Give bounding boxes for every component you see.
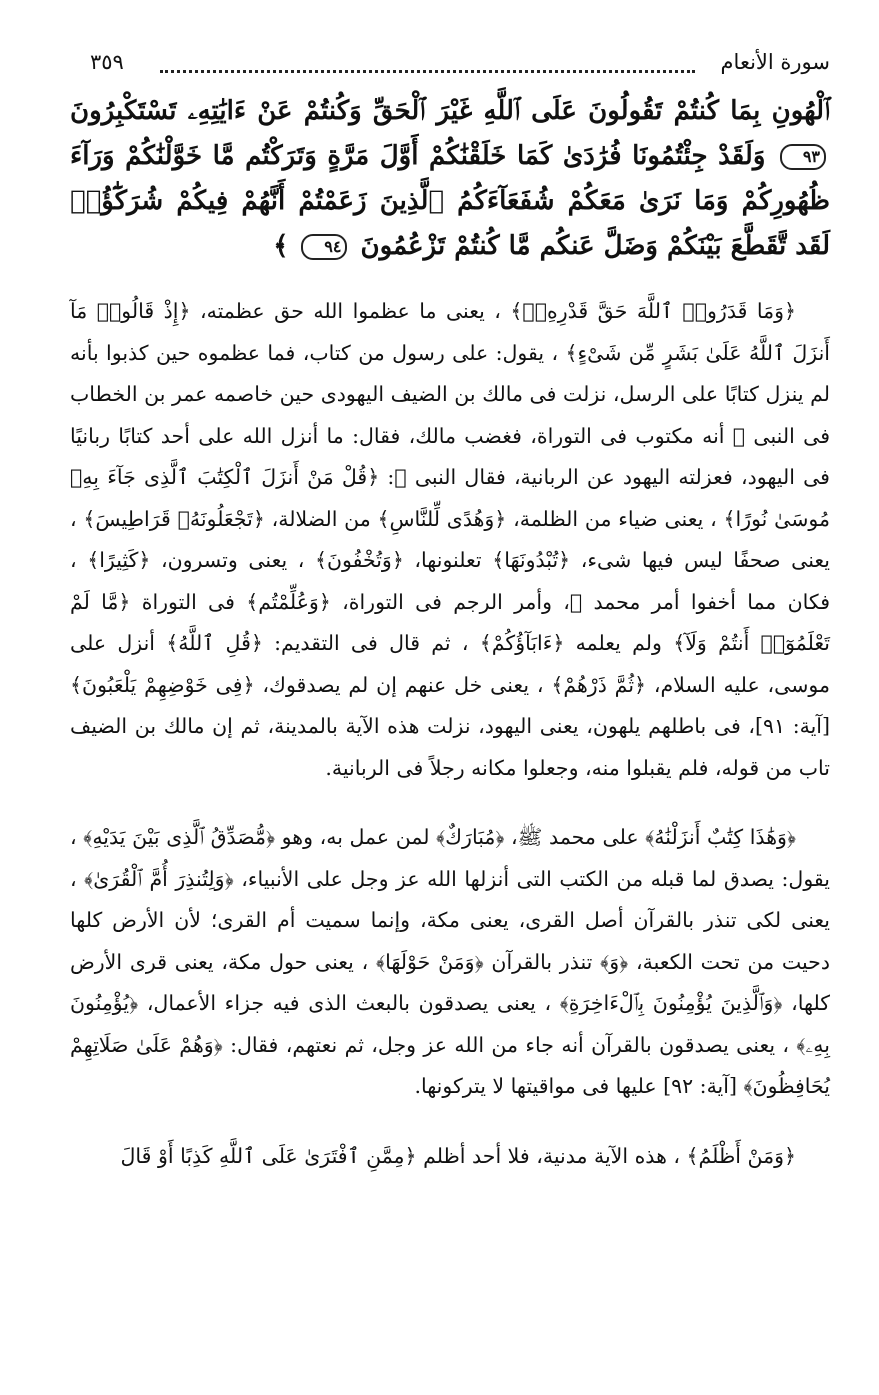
header-dotted-leader bbox=[160, 52, 695, 73]
page bbox=[70, 40, 830, 1205]
tafsir-paragraph-2: ﴿وَهَٰذَا كِتَٰبٌ أَنزَلْنَٰهُ﴾ على محمد ﷺ، ﴿مُبَارَكٌ﴾ لمن عمل به، وهو ﴿مُّصَدِّقُ ٱلَّذِى بَيْنَ يَدَيْهِ﴾ ، يقول: يصدق لما قبله من الكتب التى أنزلها الله عز وجل على الأنبياء، ﴿وَلِتُنذِرَ أُمَّ ٱلْقُرَىٰ﴾ ، يعنى لكى تنذر بالقرآن أصل القرى، يعنى مكة، وإنما سميت أم القرى؛ لأن الأرض كلها دحيت من تحت الكعبة، ﴿وَ﴾ تنذر بالقرآن ﴿وَمَنْ حَوْلَهَا﴾ ، يعنى حول مكة، يعنى قرى الأرض كلها، ﴿وَٱلَّذِينَ يُؤْمِنُونَ بِٱلْءَاخِرَةِ﴾ ، يعنى يصدقون بالبعث الذى فيه جزاء الأعمال، ﴿يُؤْمِنُونَ بِهِۦ﴾ ، يعنى يصدقون بالقرآن أنه جاء من الله عز وجل، ثم نعتهم، فقال: ﴿وَهُمْ عَلَىٰ صَلَاتِهِمْ يُحَافِظُونَ﴾ [آية: ٩٢] عليها فى مواقيتها لا يتركونها. bbox=[70, 825, 830, 1098]
verse-number-94: ٩٤ bbox=[301, 234, 347, 260]
verse-number-93: ٩٣ bbox=[780, 144, 826, 170]
page-number: ٣٥٩ bbox=[90, 50, 124, 74]
closing-bracket: ﴾ bbox=[273, 231, 289, 261]
tafsir-paragraph-1: ﴿وَمَا قَدَرُوا۟ ٱللَّهَ حَقَّ قَدْرِهِۦٓ﴾ ، يعنى ما عظموا الله حق عظمته، ﴿إِذْ قَالُوا۟ مَآ أَنزَلَ ٱللَّهُ عَلَىٰ بَشَرٍ مِّن شَىْءٍ﴾ ، يقول: على رسول من كتاب، فما عظموه حين كذبوا بأنه لم ينزل كتابًا على الرسل، نزلت فى مالك بن الضيف اليهودى حين خاصمه عمر بن الخطاب فى النبى ﷺ أنه مكتوب فى التوراة، فغضب مالك، فقال: ما أنزل الله على أحد كتابًا ربانيًا فى اليهود، فعزلته اليهود عن الربانية، فقال النبى ﷺ: ﴿قُلْ مَنْ أَنزَلَ ٱلْكِتَٰبَ ٱلَّذِى جَآءَ بِهِۦ مُوسَىٰ نُورًا﴾ ، يعنى ضياء من الظلمة، ﴿وَهُدًى لِّلنَّاسِ﴾ من الضلالة، ﴿تَجْعَلُونَهُۥ قَرَاطِيسَ﴾ ، يعنى صحفًا ليس فيها شىء، ﴿تُبْدُونَهَا﴾ تعلنونها، ﴿وَتُخْفُونَ﴾ ، يعنى وتسرون، ﴿كَثِيرًا﴾ ، فكان مما أخفوا أمر محمد ﷺ، وأمر الرجم فى التوراة، ﴿وَعُلِّمْتُم﴾ فى التوراة ﴿مَّا لَمْ تَعْلَمُوٓا۟ أَنتُمْ وَلَآ﴾ ولم يعلمه ﴿ءَابَآؤُكُمْ﴾ ، ثم قال فى التقديم: ﴿قُلِ ٱللَّهُ﴾ أنزل على موسى، عليه السلام، ﴿ثُمَّ ذَرْهُمْ﴾ ، يعنى خل عنهم إن لم يصدقوك، ﴿فِى خَوْضِهِمْ يَلْعَبُونَ﴾ [آية: ٩١]، فى باطلهم يلهون، يعنى اليهود، نزلت هذه الآية بالمدينة، ثم إن مالك بن الضيف تاب من قوله، فلم يقبلوا منه، وجعلوا مكانه رجلاً فى الربانية. bbox=[70, 299, 830, 780]
quran-line-1: ٱلْهُونِ بِمَا كُنتُمْ تَقُولُونَ عَلَى ٱللَّهِ غَيْرَ ٱلْحَقِّ وَكُنتُمْ عَنْ ءَايَٰتِهِۦ تَسْتَكْبِرُونَ bbox=[70, 96, 830, 126]
page-header bbox=[70, 40, 830, 81]
tafsir-commentary bbox=[70, 291, 830, 1177]
quran-line-2: وَلَقَدْ جِئْتُمُونَا فُرَٰدَىٰ كَمَا خَلَقْنَٰكُمْ أَوَّلَ مَرَّةٍ وَتَرَكْتُم مَّا خَوَّلْنَٰكُمْ وَرَآءَ ظُهُورِكُمْ وَمَا نَرَىٰ مَعَكُمْ شُفَعَآءَكُمُ ٱلَّذِينَ زَعَمْتُمْ أَنَّهُمْ فِيكُمْ شُرَكَٰٓؤُا۟ لَقَد تَّقَطَّعَ بَيْنَكُمْ وَضَلَّ عَنكُم مَّا كُنتُمْ تَزْعُمُونَ bbox=[70, 141, 830, 261]
surah-title: سورة الأنعام bbox=[720, 50, 830, 74]
quran-verses bbox=[70, 89, 830, 269]
tafsir-paragraph-3: ﴿وَمَنْ أَظْلَمُ﴾ ، هذه الآية مدنية، فلا أحد أظلم ﴿مِمَّنِ ٱفْتَرَىٰ عَلَى ٱللَّهِ كَذِبًا أَوْ قَالَ bbox=[120, 1143, 796, 1168]
